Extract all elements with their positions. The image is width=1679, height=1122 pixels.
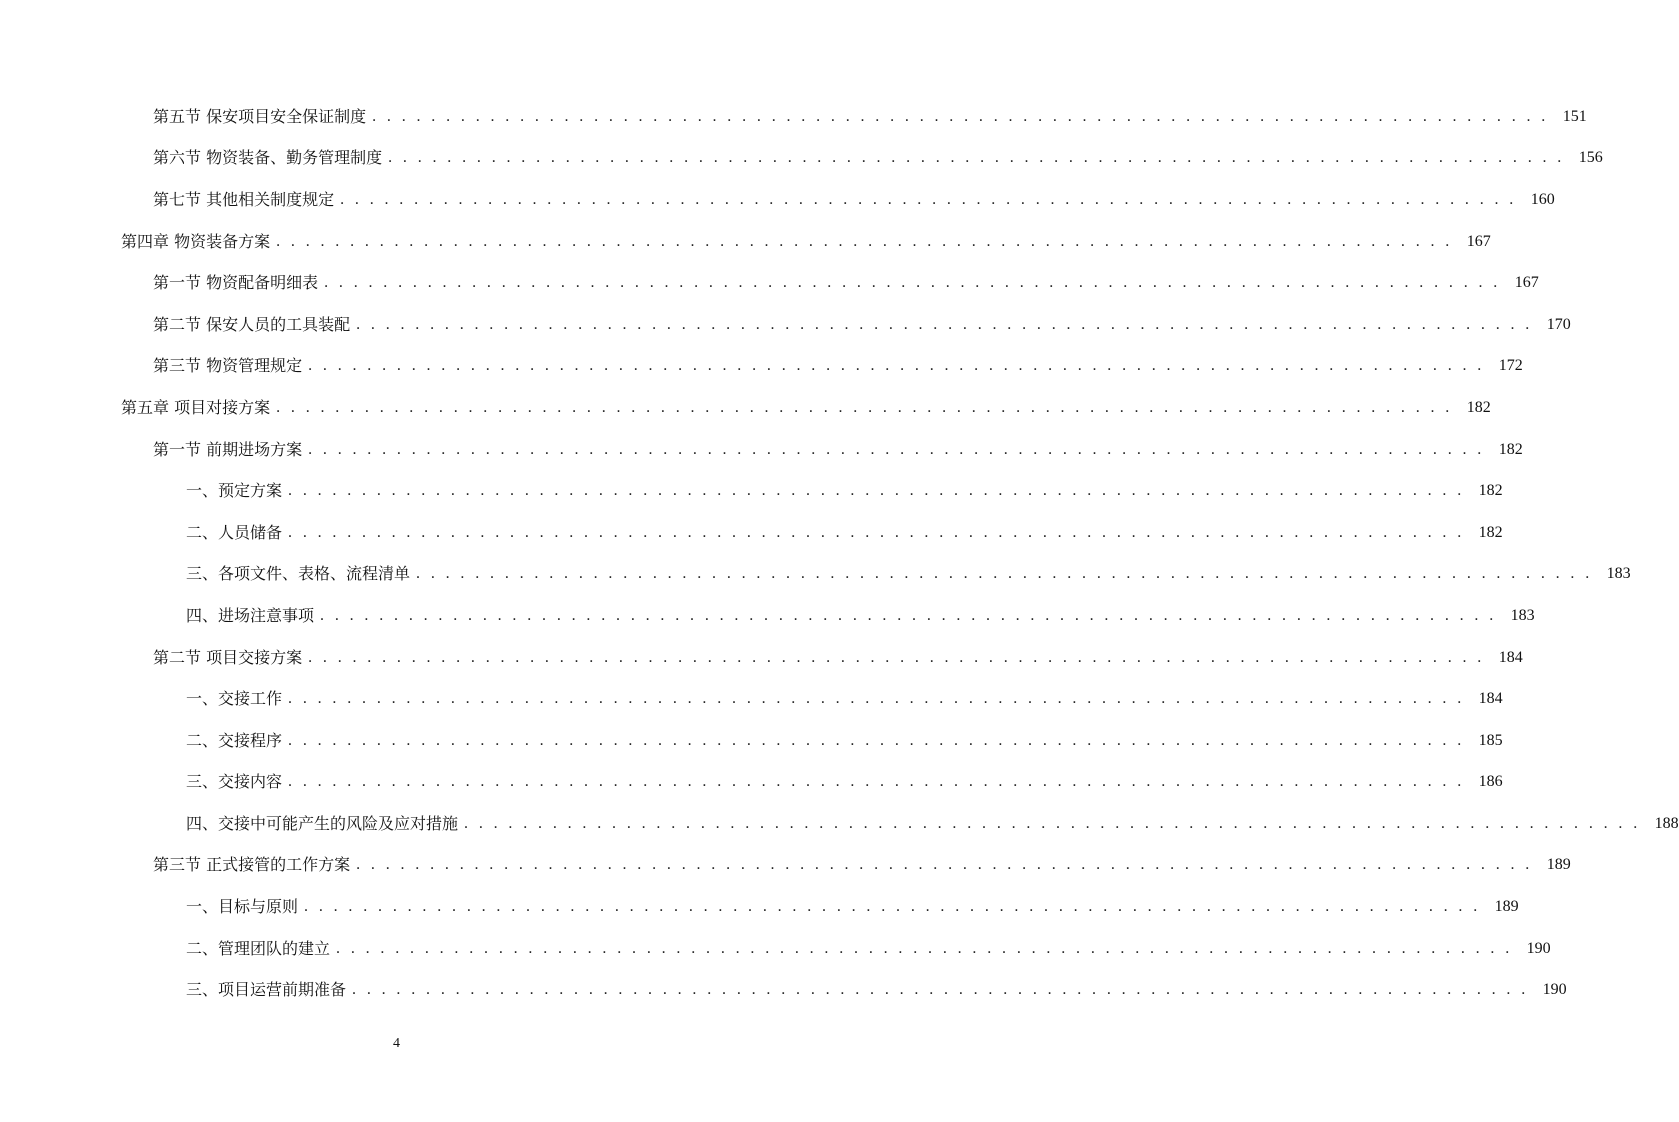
toc-entry-page: 190 — [1526, 939, 1551, 957]
toc-entry-page: 182 — [1466, 398, 1491, 416]
toc-entry-title: 二、交接程序 — [186, 730, 283, 750]
toc-entry-title: 二、人员储备 — [186, 522, 283, 542]
toc-entry[interactable] — [0, 96, 1587, 138]
toc-entry-title: 四、进场注意事项 — [186, 605, 315, 625]
toc-dot-leader: . . . . . . . . . . . . . . . . . . . . . . . . . . . . . . . . . . . . . . . . . . . . . . . . . . . . . . . . . . . . . . . . . . . . . . . . . . . . . . . . — [356, 315, 1533, 333]
toc-entry[interactable] — [0, 429, 1523, 471]
toc-entry-page: 184 — [1478, 690, 1503, 708]
toc-entry-page: 185 — [1478, 731, 1503, 749]
toc-entry[interactable] — [0, 304, 1571, 346]
toc-entry[interactable] — [0, 138, 1603, 180]
toc-entry-title: 三、项目运营前期准备 — [186, 980, 347, 1000]
toc-entry-page: 186 — [1478, 773, 1503, 791]
toc-entry-title: 一、交接工作 — [186, 689, 283, 709]
toc-entry-page: 170 — [1546, 315, 1571, 333]
toc-entry-title: 四、交接中可能产生的风险及应对措施 — [186, 813, 459, 833]
toc-entry-page: 189 — [1494, 898, 1519, 916]
toc-entry-title: 第五章 项目对接方案 — [121, 397, 271, 417]
toc-dot-leader: . . . . . . . . . . . . . . . . . . . . . . . . . . . . . . . . . . . . . . . . . . . . . . . . . . . . . . . . . . . . . . . . . . . . . . . . . . . . . . . . — [356, 856, 1533, 874]
toc-entry-title: 第三节 正式接管的工作方案 — [153, 855, 351, 875]
toc-entry-title: 第五节 保安项目安全保证制度 — [153, 106, 367, 126]
toc-dot-leader: . . . . . . . . . . . . . . . . . . . . . . . . . . . . . . . . . . . . . . . . . . . . . . . . . . . . . . . . . . . . . . . . . . . . . . . . . . . . . . . . — [288, 482, 1465, 500]
toc-dot-leader: . . . . . . . . . . . . . . . . . . . . . . . . . . . . . . . . . . . . . . . . . . . . . . . . . . . . . . . . . . . . . . . . . . . . . . . . . . . . . . . . — [276, 398, 1453, 416]
toc-dot-leader: . . . . . . . . . . . . . . . . . . . . . . . . . . . . . . . . . . . . . . . . . . . . . . . . . . . . . . . . . . . . . . . . . . . . . . . . . . . . . . . . — [324, 274, 1501, 292]
toc-entry-page: 156 — [1578, 149, 1603, 167]
toc-entry-title: 第三节 物资管理规定 — [153, 356, 303, 376]
toc-entry[interactable] — [0, 678, 1503, 720]
toc-dot-leader: . . . . . . . . . . . . . . . . . . . . . . . . . . . . . . . . . . . . . . . . . . . . . . . . . . . . . . . . . . . . . . . . . . . . . . . . . . . . . . . . — [308, 357, 1485, 375]
toc-entry-title: 三、各项文件、表格、流程清单 — [186, 564, 411, 584]
toc-entry-title: 第四章 物资装备方案 — [121, 231, 271, 251]
toc-dot-leader: . . . . . . . . . . . . . . . . . . . . . . . . . . . . . . . . . . . . . . . . . . . . . . . . . . . . . . . . . . . . . . . . . . . . . . . . . . . . . . . . — [352, 981, 1529, 999]
toc-dot-leader: . . . . . . . . . . . . . . . . . . . . . . . . . . . . . . . . . . . . . . . . . . . . . . . . . . . . . . . . . . . . . . . . . . . . . . . . . . . . . . . . — [416, 565, 1593, 583]
toc-entry[interactable] — [0, 346, 1523, 388]
toc-entry-title: 第二节 保安人员的工具装配 — [153, 314, 351, 334]
toc-entry[interactable] — [0, 262, 1539, 304]
toc-entry-page: 183 — [1606, 565, 1631, 583]
toc-dot-leader: . . . . . . . . . . . . . . . . . . . . . . . . . . . . . . . . . . . . . . . . . . . . . . . . . . . . . . . . . . . . . . . . . . . . . . . . . . . . . . . . — [336, 939, 1513, 957]
toc-entry-title: 一、预定方案 — [186, 481, 283, 501]
toc-entry-page: 167 — [1514, 274, 1539, 292]
toc-entry[interactable] — [0, 928, 1551, 970]
toc-entry-page: 182 — [1498, 440, 1523, 458]
toc-entry-page: 184 — [1498, 648, 1523, 666]
toc-entry-title: 三、交接内容 — [186, 772, 283, 792]
toc-dot-leader: . . . . . . . . . . . . . . . . . . . . . . . . . . . . . . . . . . . . . . . . . . . . . . . . . . . . . . . . . . . . . . . . . . . . . . . . . . . . . . . . — [372, 107, 1549, 125]
toc-dot-leader: . . . . . . . . . . . . . . . . . . . . . . . . . . . . . . . . . . . . . . . . . . . . . . . . . . . . . . . . . . . . . . . . . . . . . . . . . . . . . . . . — [308, 648, 1485, 666]
toc-dot-leader: . . . . . . . . . . . . . . . . . . . . . . . . . . . . . . . . . . . . . . . . . . . . . . . . . . . . . . . . . . . . . . . . . . . . . . . . . . . . . . . . — [288, 773, 1465, 791]
page-number: 4 — [393, 1036, 400, 1051]
toc-entry[interactable] — [0, 637, 1523, 679]
toc-entry[interactable] — [0, 554, 1631, 596]
toc-entry[interactable] — [0, 470, 1503, 512]
toc-entry-title: 第二节 项目交接方案 — [153, 647, 303, 667]
toc-entry-page: 189 — [1546, 856, 1571, 874]
toc-entry-page: 172 — [1498, 357, 1523, 375]
toc-entry-title: 一、目标与原则 — [186, 897, 299, 917]
toc-entry-title: 第一节 前期进场方案 — [153, 439, 303, 459]
toc-dot-leader: . . . . . . . . . . . . . . . . . . . . . . . . . . . . . . . . . . . . . . . . . . . . . . . . . . . . . . . . . . . . . . . . . . . . . . . . . . . . . . . . — [464, 814, 1641, 832]
toc-entry-page: 183 — [1510, 606, 1535, 624]
table-of-contents — [0, 96, 1679, 1011]
toc-entry[interactable] — [0, 720, 1503, 762]
toc-dot-leader: . . . . . . . . . . . . . . . . . . . . . . . . . . . . . . . . . . . . . . . . . . . . . . . . . . . . . . . . . . . . . . . . . . . . . . . . . . . . . . . . — [304, 898, 1481, 916]
toc-entry[interactable] — [0, 762, 1503, 804]
toc-entry-page: 151 — [1562, 107, 1587, 125]
toc-dot-leader: . . . . . . . . . . . . . . . . . . . . . . . . . . . . . . . . . . . . . . . . . . . . . . . . . . . . . . . . . . . . . . . . . . . . . . . . . . . . . . . . — [288, 523, 1465, 541]
toc-entry-page: 182 — [1478, 482, 1503, 500]
toc-dot-leader: . . . . . . . . . . . . . . . . . . . . . . . . . . . . . . . . . . . . . . . . . . . . . . . . . . . . . . . . . . . . . . . . . . . . . . . . . . . . . . . . — [308, 440, 1485, 458]
toc-dot-leader: . . . . . . . . . . . . . . . . . . . . . . . . . . . . . . . . . . . . . . . . . . . . . . . . . . . . . . . . . . . . . . . . . . . . . . . . . . . . . . . . — [276, 232, 1453, 250]
toc-entry-page: 190 — [1542, 981, 1567, 999]
toc-entry-title: 第七节 其他相关制度规定 — [153, 189, 335, 209]
toc-entry-page: 167 — [1466, 232, 1491, 250]
toc-dot-leader: . . . . . . . . . . . . . . . . . . . . . . . . . . . . . . . . . . . . . . . . . . . . . . . . . . . . . . . . . . . . . . . . . . . . . . . . . . . . . . . . — [320, 606, 1497, 624]
toc-entry-title: 第一节 物资配备明细表 — [153, 273, 319, 293]
toc-entry[interactable] — [0, 595, 1535, 637]
toc-entry[interactable] — [0, 221, 1491, 263]
toc-entry-page: 160 — [1530, 190, 1555, 208]
toc-entry[interactable] — [0, 512, 1503, 554]
toc-entry[interactable] — [0, 969, 1567, 1011]
toc-entry-page: 182 — [1478, 523, 1503, 541]
toc-entry[interactable] — [0, 179, 1555, 221]
toc-entry[interactable] — [0, 886, 1519, 928]
toc-entry[interactable] — [0, 803, 1679, 845]
toc-dot-leader: . . . . . . . . . . . . . . . . . . . . . . . . . . . . . . . . . . . . . . . . . . . . . . . . . . . . . . . . . . . . . . . . . . . . . . . . . . . . . . . . — [340, 190, 1517, 208]
toc-entry[interactable] — [0, 845, 1571, 887]
toc-entry[interactable] — [0, 387, 1491, 429]
toc-dot-leader: . . . . . . . . . . . . . . . . . . . . . . . . . . . . . . . . . . . . . . . . . . . . . . . . . . . . . . . . . . . . . . . . . . . . . . . . . . . . . . . . — [288, 690, 1465, 708]
toc-entry-page: 188 — [1654, 814, 1679, 832]
toc-entry-title: 第六节 物资装备、勤务管理制度 — [153, 148, 383, 168]
toc-dot-leader: . . . . . . . . . . . . . . . . . . . . . . . . . . . . . . . . . . . . . . . . . . . . . . . . . . . . . . . . . . . . . . . . . . . . . . . . . . . . . . . . — [288, 731, 1465, 749]
toc-dot-leader: . . . . . . . . . . . . . . . . . . . . . . . . . . . . . . . . . . . . . . . . . . . . . . . . . . . . . . . . . . . . . . . . . . . . . . . . . . . . . . . . — [388, 149, 1565, 167]
toc-entry-title: 二、管理团队的建立 — [186, 938, 331, 958]
